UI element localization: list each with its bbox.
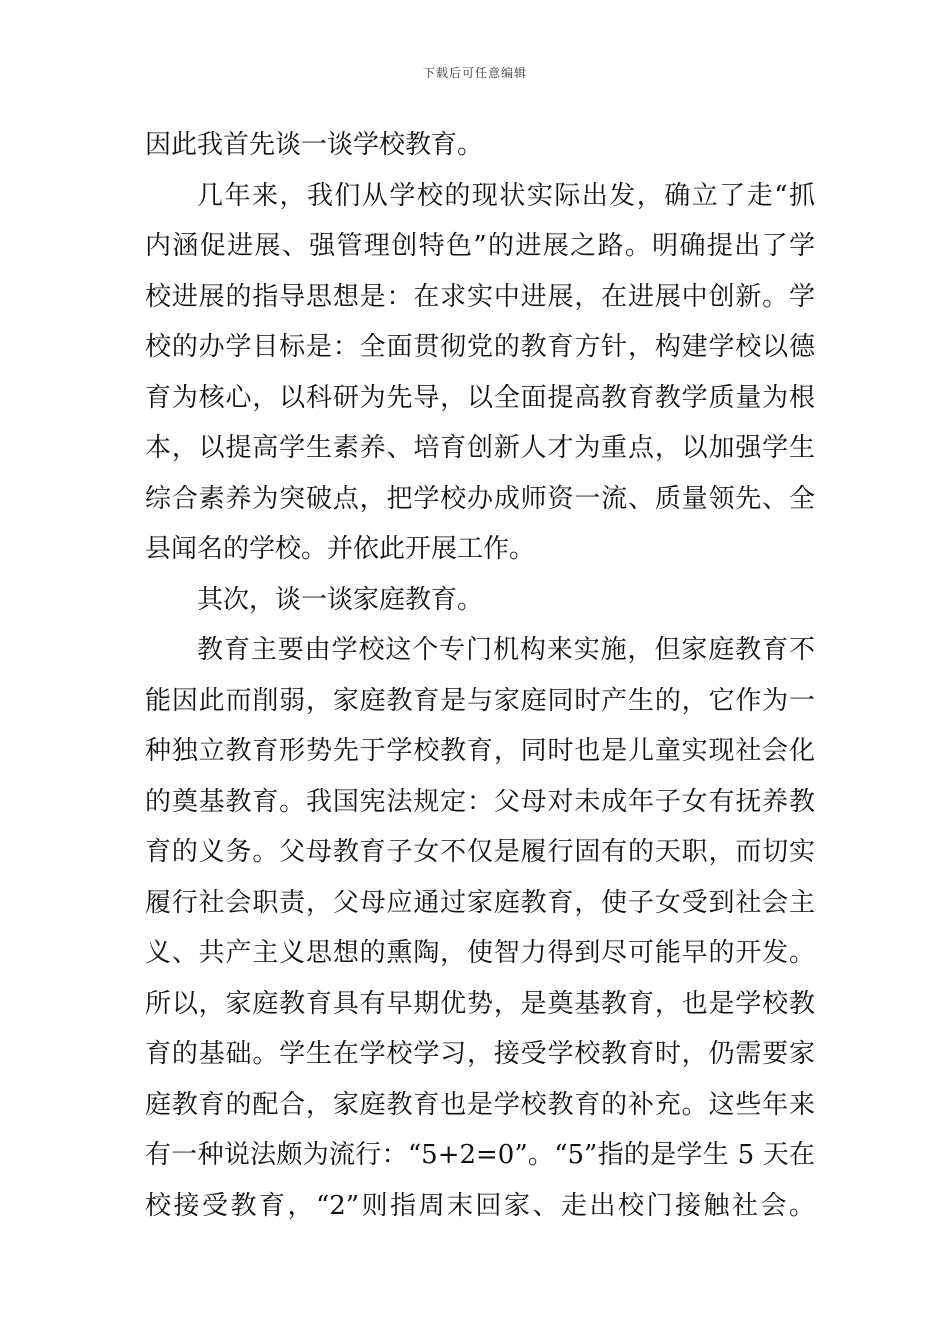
text-line: 校的办学目标是：全面贯彻党的教育方针，构建学校以德 <box>145 332 815 362</box>
text-line: 育的基础。学生在学校学习，接受学校教育时，仍需要家 <box>145 1039 815 1069</box>
text-line: 义、共产主义思想的熏陶，使智力得到尽可能早的开发。 <box>145 938 815 968</box>
text-line: 综合素养为突破点，把学校办成师资一流、质量领先、全 <box>145 483 815 514</box>
text-line: 几年来，我们从学校的现状实际出发，确立了走“抓 <box>197 180 815 211</box>
text-line: 因此我首先谈一谈学校教育。 <box>145 130 484 160</box>
text-line: 履行社会职责，父母应通过家庭教育，使子女受到社会主 <box>145 887 815 918</box>
text-line: 教育主要由学校这个专门机构来实施，但家庭教育不 <box>197 635 815 665</box>
page-header: 下载后可任意编辑 <box>422 66 527 80</box>
text-line: 所以，家庭教育具有早期优势，是奠基教育，也是学校教 <box>145 988 815 1019</box>
text-line: 能因此而削弱，家庭教育是与家庭同时产生的，它作为一 <box>145 685 815 716</box>
text-line: 的奠基教育。我国宪法规定：父母对未成年子女有抚养教 <box>145 786 815 817</box>
text-line: 庭教育的配合，家庭教育也是学校教育的补充。这些年来 <box>145 1089 815 1120</box>
text-line: 种独立教育形势先于学校教育，同时也是儿童实现社会化 <box>145 736 815 766</box>
text-line: 其次，谈一谈家庭教育。 <box>197 584 484 615</box>
text-line: 县闻名的学校。并依此开展工作。 <box>145 534 536 564</box>
text-line: 内涵促进展、强管理创特色”的进展之路。明确提出了学 <box>145 231 815 261</box>
text-line: 校进展的指导思想是：在求实中进展，在进展中创新。学 <box>145 281 815 312</box>
text-line: 育为核心，以科研为先导，以全面提高教育教学质量为根 <box>145 382 815 413</box>
text-line: 校接受教育，“2”则指周末回家、走出校门接触社会。 <box>145 1190 815 1221</box>
text-line: 本，以提高学生素养、培育创新人才为重点，以加强学生 <box>145 433 815 463</box>
document-body <box>145 120 815 1231</box>
text-line: 育的义务。父母教育子女不仅是履行固有的天职，而切实 <box>145 837 815 867</box>
text-line: 有一种说法颇为流行：“5+2=0”。“5”指的是学生 5 天在 <box>145 1140 815 1170</box>
